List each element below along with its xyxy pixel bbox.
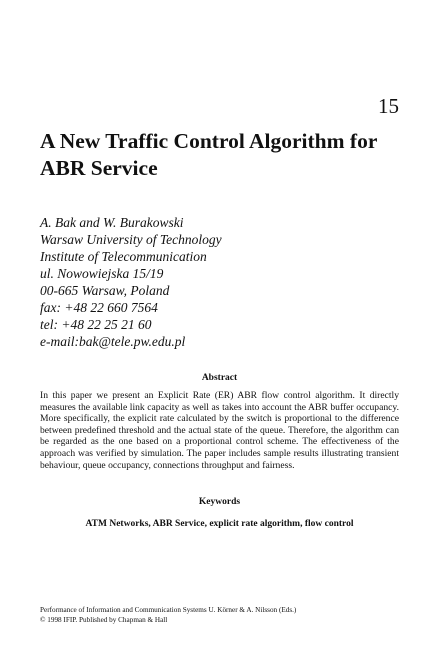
keywords-text: ATM Networks, ABR Service, explicit rate algorithm, flow control	[85, 519, 354, 529]
author-fax: fax: +48 22 660 7564	[40, 300, 158, 315]
author-email: e-mail:bak@tele.pw.edu.pl	[40, 334, 186, 349]
footer-copyright: © 1998 IFIP. Published by Chapman & Hall	[40, 616, 168, 624]
footer-series: Performance of Information and Communication Systems U. Körner & A. Nilsson (Eds.)	[40, 606, 297, 614]
author-names: A. Bak and W. Burakowski	[40, 215, 184, 230]
chapter-number: 15	[378, 94, 399, 118]
publication-footer	[40, 605, 400, 625]
author-institute: Institute of Telecommunication	[40, 249, 207, 264]
author-affiliation: Warsaw University of Technology	[40, 232, 222, 247]
abstract-heading: Abstract	[201, 373, 238, 383]
keywords-heading: Keywords	[198, 497, 241, 507]
author-tel: tel: +48 22 25 21 60	[40, 317, 152, 332]
abstract-text: In this paper we present an Explicit Rate (ER) ABR flow control algorithm. It directly measures the available link capacity as well as takes into account the ABR buffer occupancy. More specifically, the explicit rate calculated by the switch is proportional to the difference between predefined threshold and the actual state of the queue. Therefore, the algorithm can be regarded as the one based on a proportional control scheme. The effectiveness of the approach was verified by simulation. The paper includes sample results illustrating transient behaviour, queue occupancy, connections throughput and fairness.	[40, 390, 399, 471]
author-city: 00-665 Warsaw, Poland	[40, 283, 170, 298]
chapter-title: A New Traffic Control Algorithm for ABR Service	[40, 129, 377, 180]
author-street: ul. Nowowiejska 15/19	[40, 266, 164, 281]
author-block	[40, 214, 380, 350]
